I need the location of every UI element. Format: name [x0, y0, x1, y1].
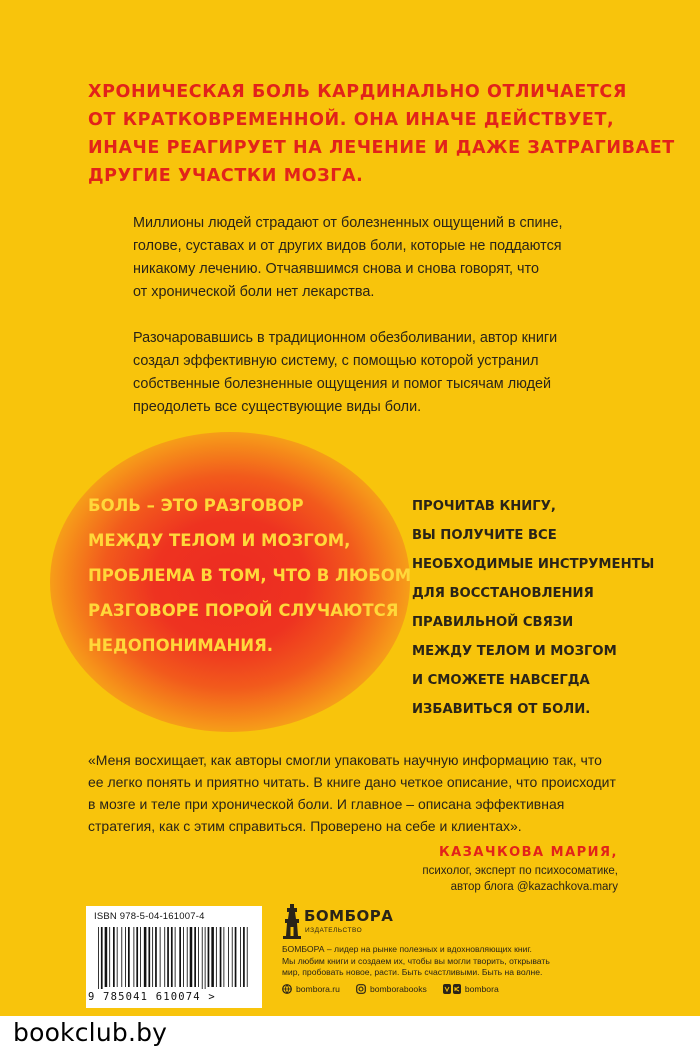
barcode-bar [194, 927, 196, 987]
publisher-name: БОМБОРА [304, 907, 394, 925]
publisher-description [282, 944, 642, 979]
barcode-bar [216, 927, 217, 987]
publisher-subtitle: ИЗДАТЕЛЬСТВО [305, 927, 363, 934]
barcode-bar [228, 927, 229, 987]
headline-line: ИНАЧЕ РЕАГИРУЕТ НА ЛЕЧЕНИЕ И ДАЖЕ ЗАТРАГИВАЕТ [88, 138, 675, 158]
benefits-line: ПРАВИЛЬНОЙ СВЯЗИ [412, 615, 574, 630]
barcode-bar [187, 927, 188, 987]
text-line: Разочаровавшись в традиционном обезболивании, автор книги [133, 330, 558, 346]
barcode-bar [205, 927, 206, 989]
barcode [86, 906, 262, 1008]
barcode-bar [128, 927, 130, 987]
barcode-bar [121, 927, 122, 987]
barcode-bar [240, 927, 241, 987]
barcode-bar [113, 927, 115, 987]
barcode-bar [211, 927, 214, 987]
review-line: ее легко понять и приятно читать. В книге дано четкое описание, что происходит [88, 774, 616, 790]
glow-quote-line: БОЛЬ – ЭТО РАЗГОВОР [88, 496, 304, 515]
publisher-socials [282, 984, 499, 994]
glow-quote-line: МЕЖДУ ТЕЛОМ И МОЗГОМ, [88, 531, 351, 550]
barcode-digits: 9 785041 610074 > [88, 991, 216, 1003]
social-site[interactable] [282, 984, 340, 994]
review-line: в мозге и теле при хронической боли. И главное – описана эффективная [88, 796, 565, 812]
barcode-bar [109, 927, 110, 987]
tower-icon [282, 903, 302, 939]
barcode-bar [175, 927, 176, 987]
benefits-line: ВЫ ПОЛУЧИТЕ ВСЕ [412, 528, 557, 543]
glow-quote [88, 488, 412, 663]
review-quote [88, 749, 648, 837]
globe-icon [282, 984, 292, 994]
headline-line: ХРОНИЧЕСКАЯ БОЛЬ КАРДИНАЛЬНО ОТЛИЧАЕТСЯ [88, 82, 627, 102]
barcode-bar [98, 927, 99, 989]
barcode-bar [164, 927, 165, 987]
watermark-text[interactable]: bookclub.by [13, 1018, 168, 1047]
barcode-bar [105, 927, 108, 987]
publisher-description-line: БОМБОРА – лидер на рынке полезных и вдохновляющих книг. [282, 944, 532, 954]
barcode-bar [220, 927, 222, 987]
glow-quote-line: РАЗГОВОРЕ ПОРОЙ СЛУЧАЮТСЯ [88, 601, 399, 620]
vk-icon [443, 984, 461, 994]
intro-paragraph-1 [133, 212, 633, 304]
benefits-line: МЕЖДУ ТЕЛОМ И МОЗГОМ [412, 644, 617, 659]
barcode-bar [125, 927, 126, 987]
barcode-bar [243, 927, 245, 987]
barcode-bar [171, 927, 173, 987]
benefits-line: ПРОЧИТАВ КНИГУ, [412, 499, 556, 514]
barcode-bar [167, 927, 169, 987]
barcode-bar [232, 927, 233, 987]
barcode-bar [152, 927, 153, 987]
reviewer-name: КАЗАЧКОВА МАРИЯ, [438, 845, 618, 860]
barcode-bar [101, 927, 103, 989]
barcode-bar [235, 927, 237, 987]
glow-quote-line: НЕДОПОНИМАНИЯ. [88, 636, 274, 655]
benefits-text [412, 492, 655, 724]
glow-quote-line: ПРОБЛЕМА В ТОМ, ЧТО В ЛЮБОМ [88, 566, 412, 585]
barcode-bar [133, 927, 134, 987]
text-line: никакому лечению. Отчаявшимся снова и снова говорят, что [133, 261, 539, 277]
barcode-bar [144, 927, 147, 987]
barcode-bar [190, 927, 193, 987]
text-line: от хронической боли нет лекарства. [133, 284, 375, 300]
text-line: Миллионы людей страдают от болезненных ощущений в спине, [133, 215, 563, 231]
barcode-bar [247, 927, 248, 987]
barcode-bar [136, 927, 138, 987]
headline-line: ОТ КРАТКОВРЕМЕННОЙ. ОНА ИНАЧЕ ДЕЙСТВУЕТ, [88, 110, 615, 130]
text-line: собственные болезненные ощущения и помог тысячам людей [133, 376, 552, 392]
barcode-bar [202, 927, 203, 989]
watermark-strip [0, 1016, 700, 1059]
publisher-description-line: мир, пробовать новое, расти. Быть счастливыми. Быть на волне. [282, 967, 543, 977]
barcode-bar [155, 927, 157, 987]
reviewer-role: психолог, эксперт по психосоматике, [422, 865, 618, 877]
isbn-label: ISBN 978-5-04-161007-4 [94, 911, 205, 922]
review-line: стратегия, как с этим справиться. Проверено на себе и клиентах». [88, 818, 522, 834]
intro-paragraph-2 [133, 327, 633, 419]
benefits-line: И СМОЖЕТЕ НАВСЕГДА [412, 673, 590, 688]
social-vk[interactable] [443, 984, 499, 994]
text-line: голове, суставах и от других видов боли, которые не поддаются [133, 238, 562, 254]
barcode-bar [183, 927, 184, 987]
barcode-bar [148, 927, 150, 987]
social-site-label: bombora.ru [296, 984, 340, 994]
barcode-bar [160, 927, 161, 987]
text-line: преодолеть все существующие виды боли. [133, 399, 422, 415]
instagram-icon [356, 984, 366, 994]
review-line: «Меня восхищает, как авторы смогли упаковать научную информацию так, что [88, 752, 602, 768]
barcode-bar [140, 927, 141, 987]
barcode-bar [198, 927, 199, 987]
social-instagram-label: bomborabooks [369, 984, 427, 994]
benefits-line: ИЗБАВИТЬСЯ ОТ БОЛИ. [412, 702, 591, 717]
barcode-bar [208, 927, 210, 987]
headline [88, 78, 675, 190]
text-line: создал эффективную систему, с помощью которой устранил [133, 353, 539, 369]
publisher-description-line: Мы любим книги и создаем их, чтобы вы могли творить, открывать [282, 955, 550, 966]
barcode-bar [179, 927, 181, 987]
headline-line: ДРУГИЕ УЧАСТКИ МОЗГА. [88, 166, 364, 186]
reviewer-blog: автор блога @kazachkova.mary [450, 881, 618, 893]
social-instagram[interactable] [356, 984, 427, 994]
barcode-bars [98, 927, 250, 989]
publisher-logo [282, 903, 422, 943]
social-vk-label: bombora [464, 984, 499, 994]
benefits-line: ДЛЯ ВОССТАНОВЛЕНИЯ [412, 586, 594, 601]
barcode-bar [117, 927, 118, 987]
barcode-bar [223, 927, 224, 987]
benefits-line: НЕОБХОДИМЫЕ ИНСТРУМЕНТЫ [412, 557, 655, 572]
reviewer-attribution [422, 843, 618, 895]
